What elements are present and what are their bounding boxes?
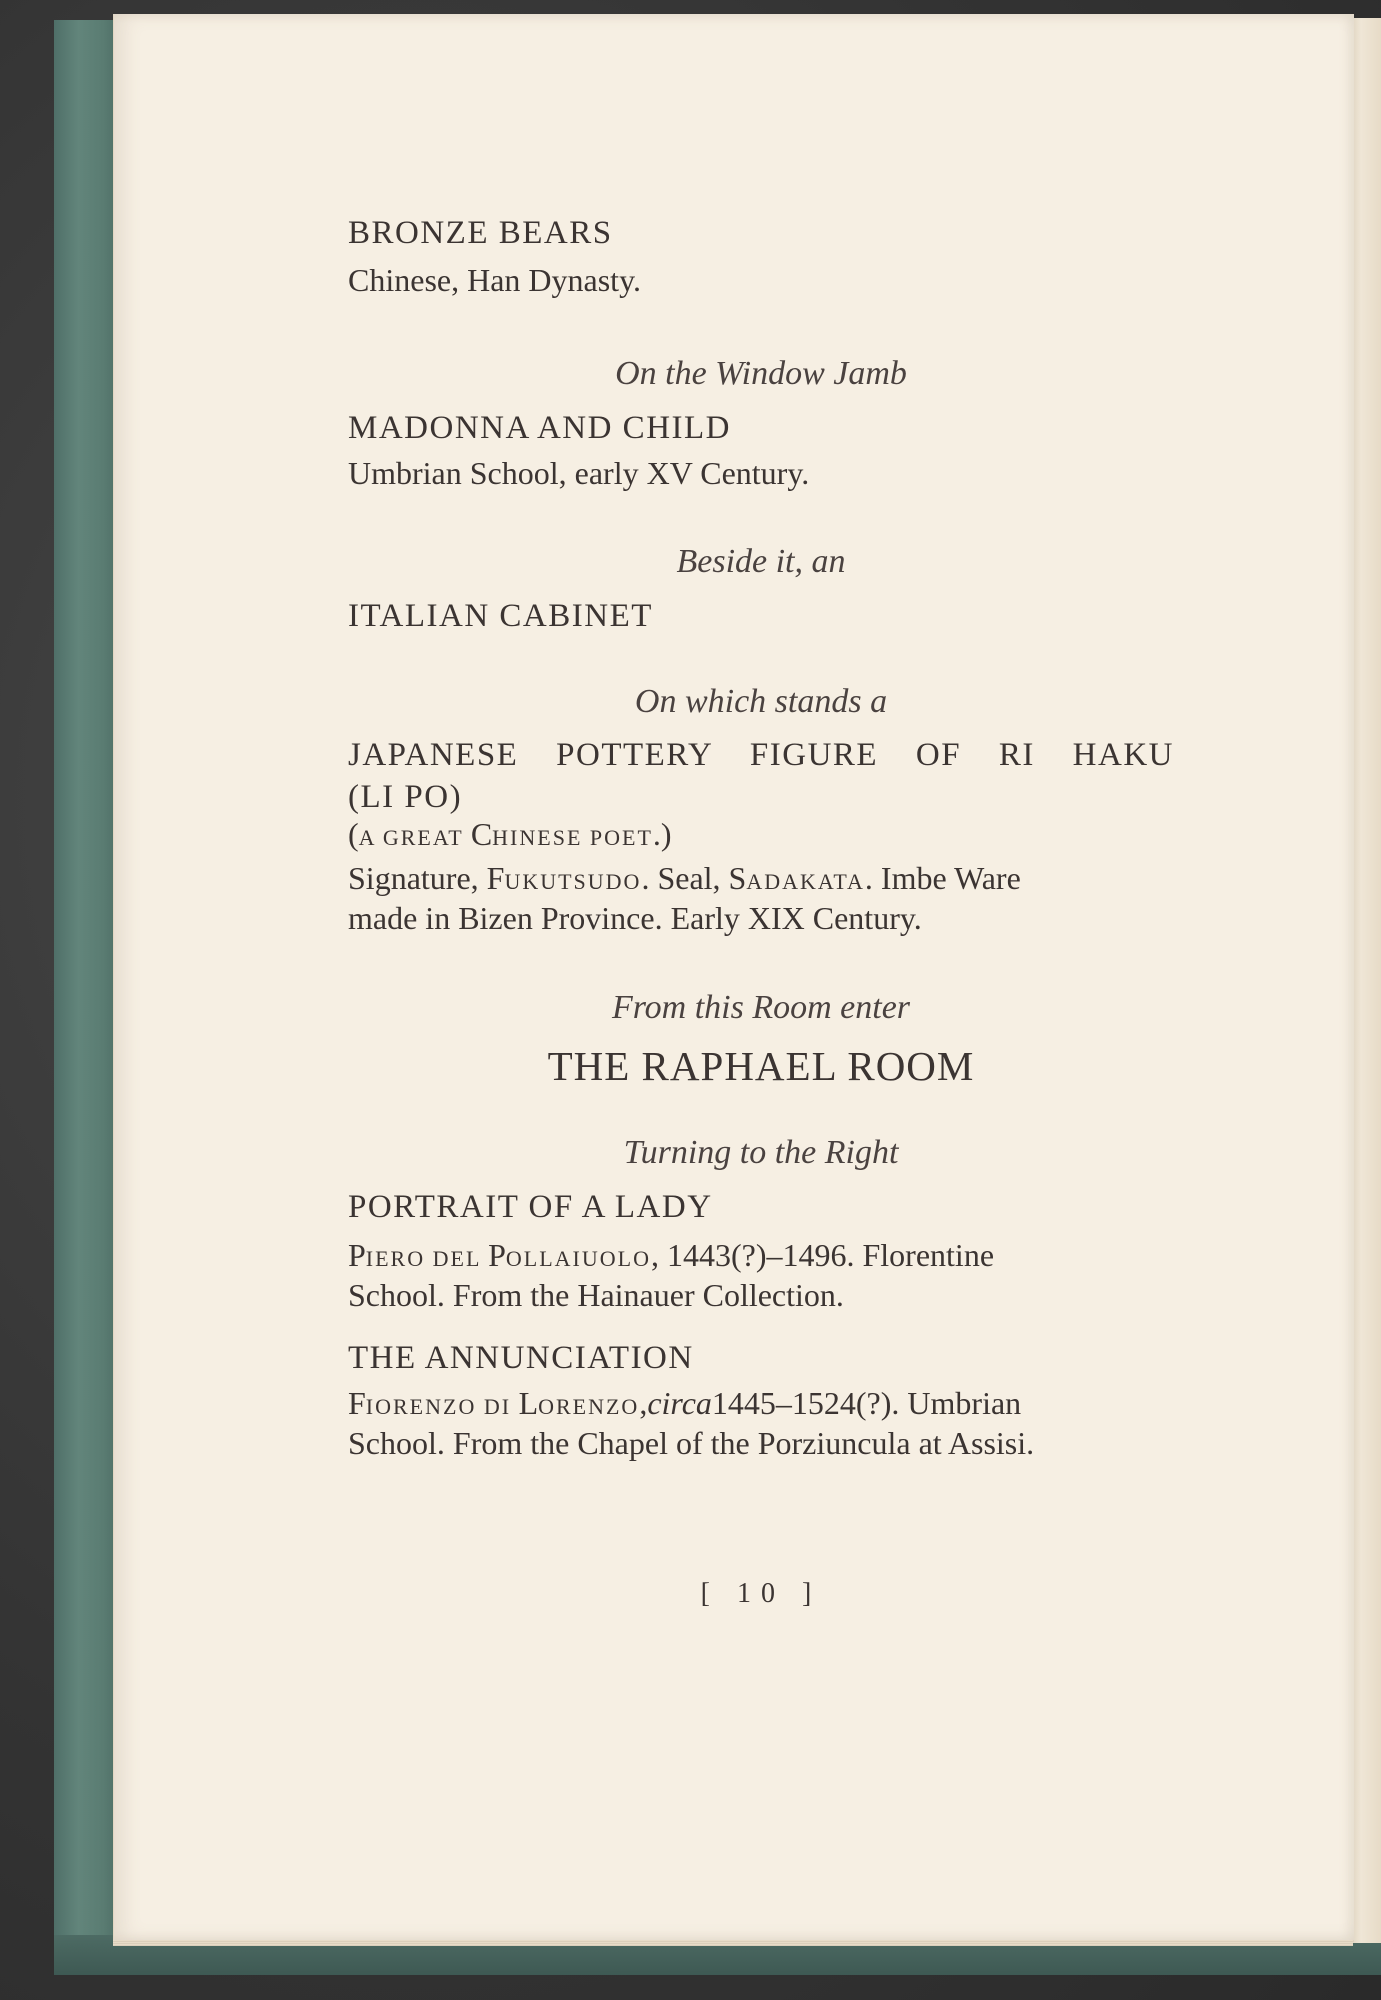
section-heading-right: Turning to the Right [623,1134,899,1171]
sig-text-3: . Imbe Ware [864,860,1021,896]
sig-name-fukutsudo: UKUTSUDO [504,869,642,894]
annunciation-initial-f: F [348,1385,366,1421]
portrait-initial-p2: P [488,1237,506,1273]
entry-title-pottery-line2: (LI PO) [348,779,463,815]
sig-name-sadakata: ADAKATA [746,869,865,894]
annunciation-circa: circa [647,1385,712,1421]
entry-title-portrait: PORTRAIT OF A LADY [348,1189,713,1225]
sig-initial-s: S [728,860,747,896]
annunciation-text-iorenzo-di: IORENZO DI [365,1394,519,1419]
entry-desc-pottery-line1 [348,860,1021,897]
note-initial-c: C [470,816,493,852]
entry-desc-annunciation-line1 [348,1385,1021,1422]
note-text-a-great: A GREAT [358,825,471,850]
entry-title-madonna: MADONNA AND CHILD [348,410,732,446]
portrait-dates: , 1443(?)–1496. Florentine [650,1237,995,1273]
entry-title-cabinet: ITALIAN CABINET [348,598,653,634]
entry-title-bronze-bears: BRONZE BEARS [348,215,613,251]
note-text-hinese-poet: HINESE POET [492,825,653,850]
annunciation-text-orenzo: ORENZO [538,1394,640,1419]
note-open-paren: ( [348,816,359,852]
section-heading-window-jamb: On the Window Jamb [615,355,907,392]
portrait-initial-p: P [348,1237,366,1273]
section-heading-enter: From this Room enter [611,989,911,1026]
annunciation-initial-l: L [518,1385,539,1421]
entry-desc-portrait-line2: School. From the Hainauer Collection. [348,1277,844,1313]
sig-text-1: Signature, [348,860,487,896]
sig-initial-f: F [486,860,505,896]
entry-desc-madonna: Umbrian School, early XV Century. [348,455,810,491]
entry-title-pottery-line1: JAPANESE POTTERY FIGURE OF RI HAKU [348,737,1174,773]
page-number-folio: [ 10 ] [700,1578,822,1609]
entry-desc-pottery-line2: made in Bizen Province. Early XIX Century. [348,900,922,936]
entry-desc-portrait-line1 [348,1237,994,1274]
portrait-text-iero-del: IERO DEL [365,1246,489,1271]
room-title-raphael: THE RAPHAEL ROOM [547,1043,975,1089]
note-close-paren: .) [652,816,672,852]
section-heading-beside: Beside it, an [676,543,846,580]
sig-text-2: . Seal, [641,860,729,896]
entry-desc-annunciation-line2: School. From the Chapel of the Porziuncula at Assisi. [348,1425,1035,1461]
entry-desc-bronze-bears: Chinese, Han Dynasty. [348,262,641,298]
annunciation-comma: , [639,1385,648,1421]
page-stack-edge [113,1940,1353,1946]
entry-title-annunciation: THE ANNUNCIATION [348,1340,694,1376]
book-page [113,14,1354,1942]
section-heading-stands: On which stands a [634,683,888,720]
entry-note-pottery [348,816,672,853]
portrait-text-ollaiuolo: OLLAIUOLO [505,1246,651,1271]
annunciation-dates: 1445–1524(?). Umbrian [711,1385,1022,1421]
